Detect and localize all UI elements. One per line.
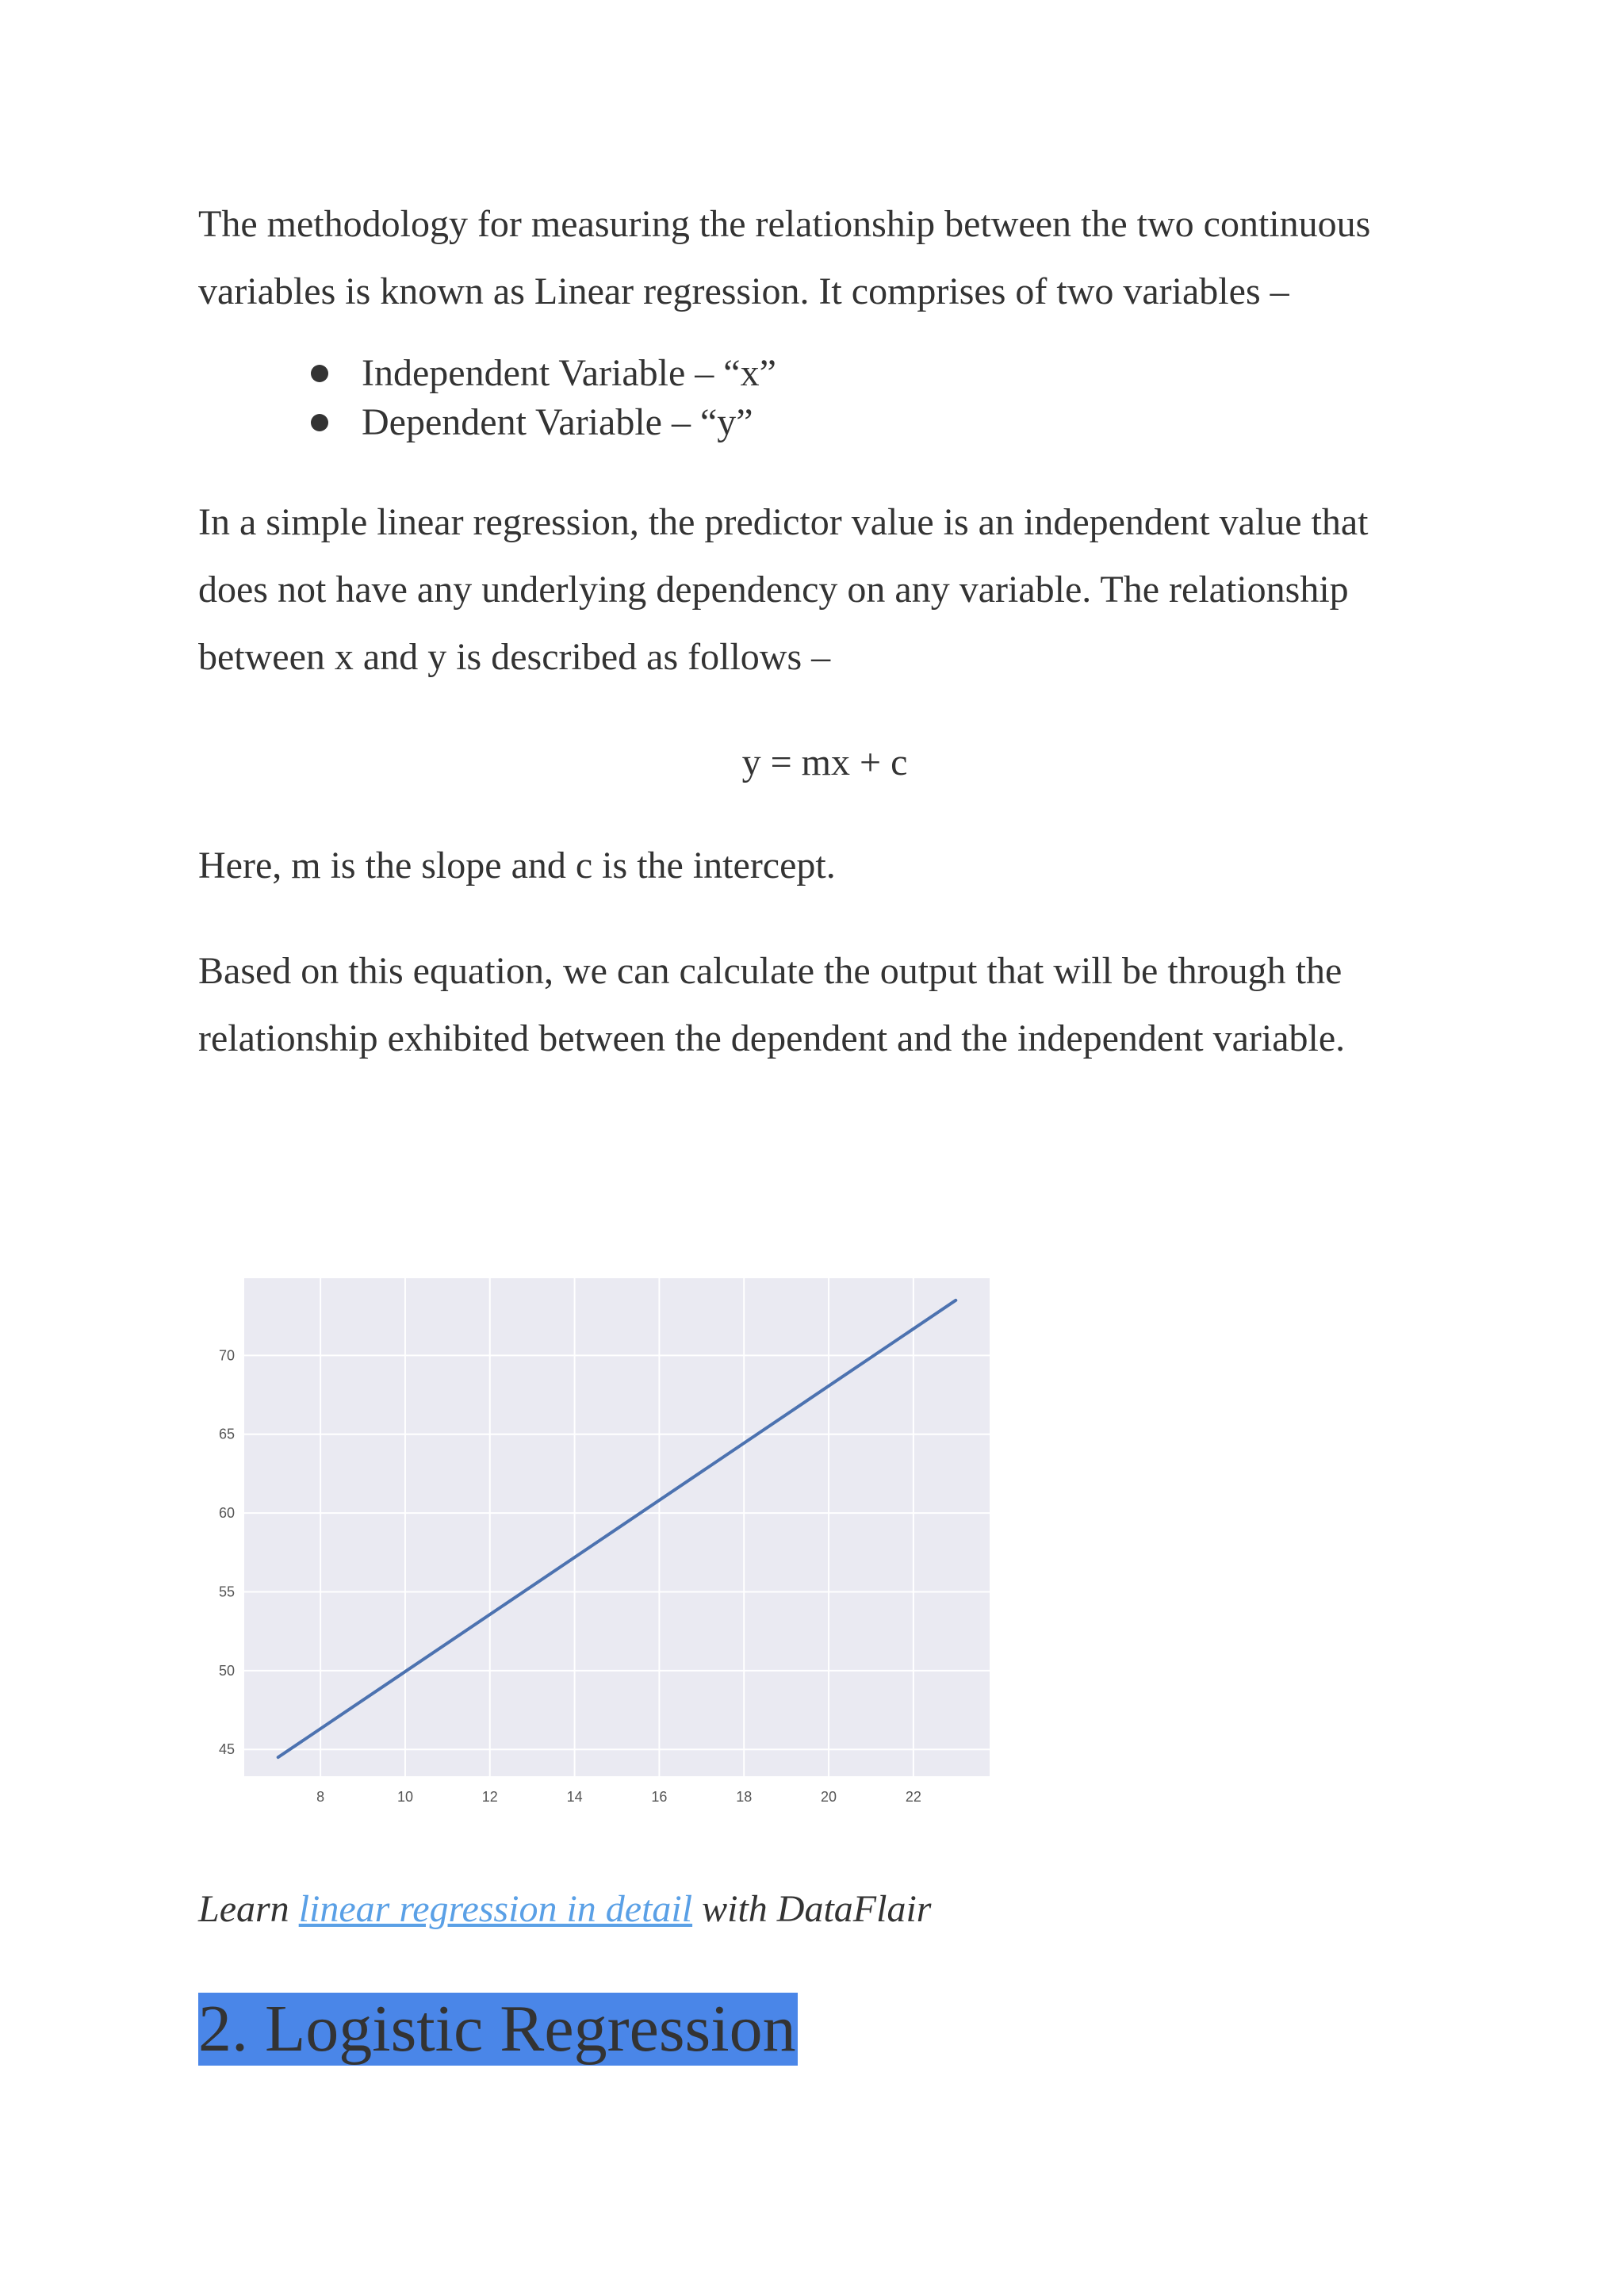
equation: y = mx + c (741, 741, 908, 783)
list-item (311, 349, 1435, 398)
x-tick-label: 10 (396, 1789, 413, 1805)
y-tick-label: 60 (218, 1505, 235, 1522)
learn-suffix: with DataFlair (692, 1888, 932, 1930)
x-tick-label: 14 (566, 1789, 583, 1805)
x-tick-label: 8 (316, 1789, 325, 1805)
output-paragraph: Based on this equation, we can calculate the output that will be through the relationship exhibited between the dependent and the independent variable. (198, 950, 1346, 1059)
document-body (198, 190, 1435, 1072)
learn-prefix: Learn (198, 1888, 299, 1930)
y-tick-label: 65 (218, 1426, 235, 1442)
slope-note: Here, m is the slope and c is the intercept. (198, 844, 836, 887)
x-tick-label: 16 (651, 1789, 668, 1805)
bullet-icon (311, 365, 328, 382)
y-tick-label: 70 (218, 1347, 235, 1364)
variable-list (198, 349, 1435, 447)
x-tick-label: 18 (736, 1789, 753, 1805)
y-tick-label: 55 (218, 1584, 235, 1600)
linear-regression-link[interactable]: linear regression in detail (298, 1888, 693, 1930)
list-item-label: Dependent Variable – “y” (362, 401, 753, 443)
line-chart (206, 1269, 999, 1824)
x-tick-label: 12 (481, 1789, 498, 1805)
y-tick-label: 50 (218, 1662, 235, 1679)
section-heading: 2. Logistic Regression (198, 1992, 796, 2066)
x-tick-label: 20 (821, 1789, 837, 1805)
y-tick-label: 45 (218, 1741, 235, 1758)
bullet-icon (311, 414, 328, 431)
list-item (311, 398, 1435, 447)
learn-more-line (198, 1875, 931, 1943)
intro-paragraph: The methodology for measuring the relationship between the two continuous variables is known as Linear regression. It comprises of two variables – (198, 203, 1371, 312)
x-tick-label: 22 (905, 1789, 921, 1805)
list-item-label: Independent Variable – “x” (362, 352, 776, 394)
chart-svg (206, 1269, 999, 1824)
simple-regression-paragraph: In a simple linear regression, the predictor value is an independent value that does not have any underlying dependency on any variable. The relationship between x and y is described as follows – (198, 501, 1369, 678)
